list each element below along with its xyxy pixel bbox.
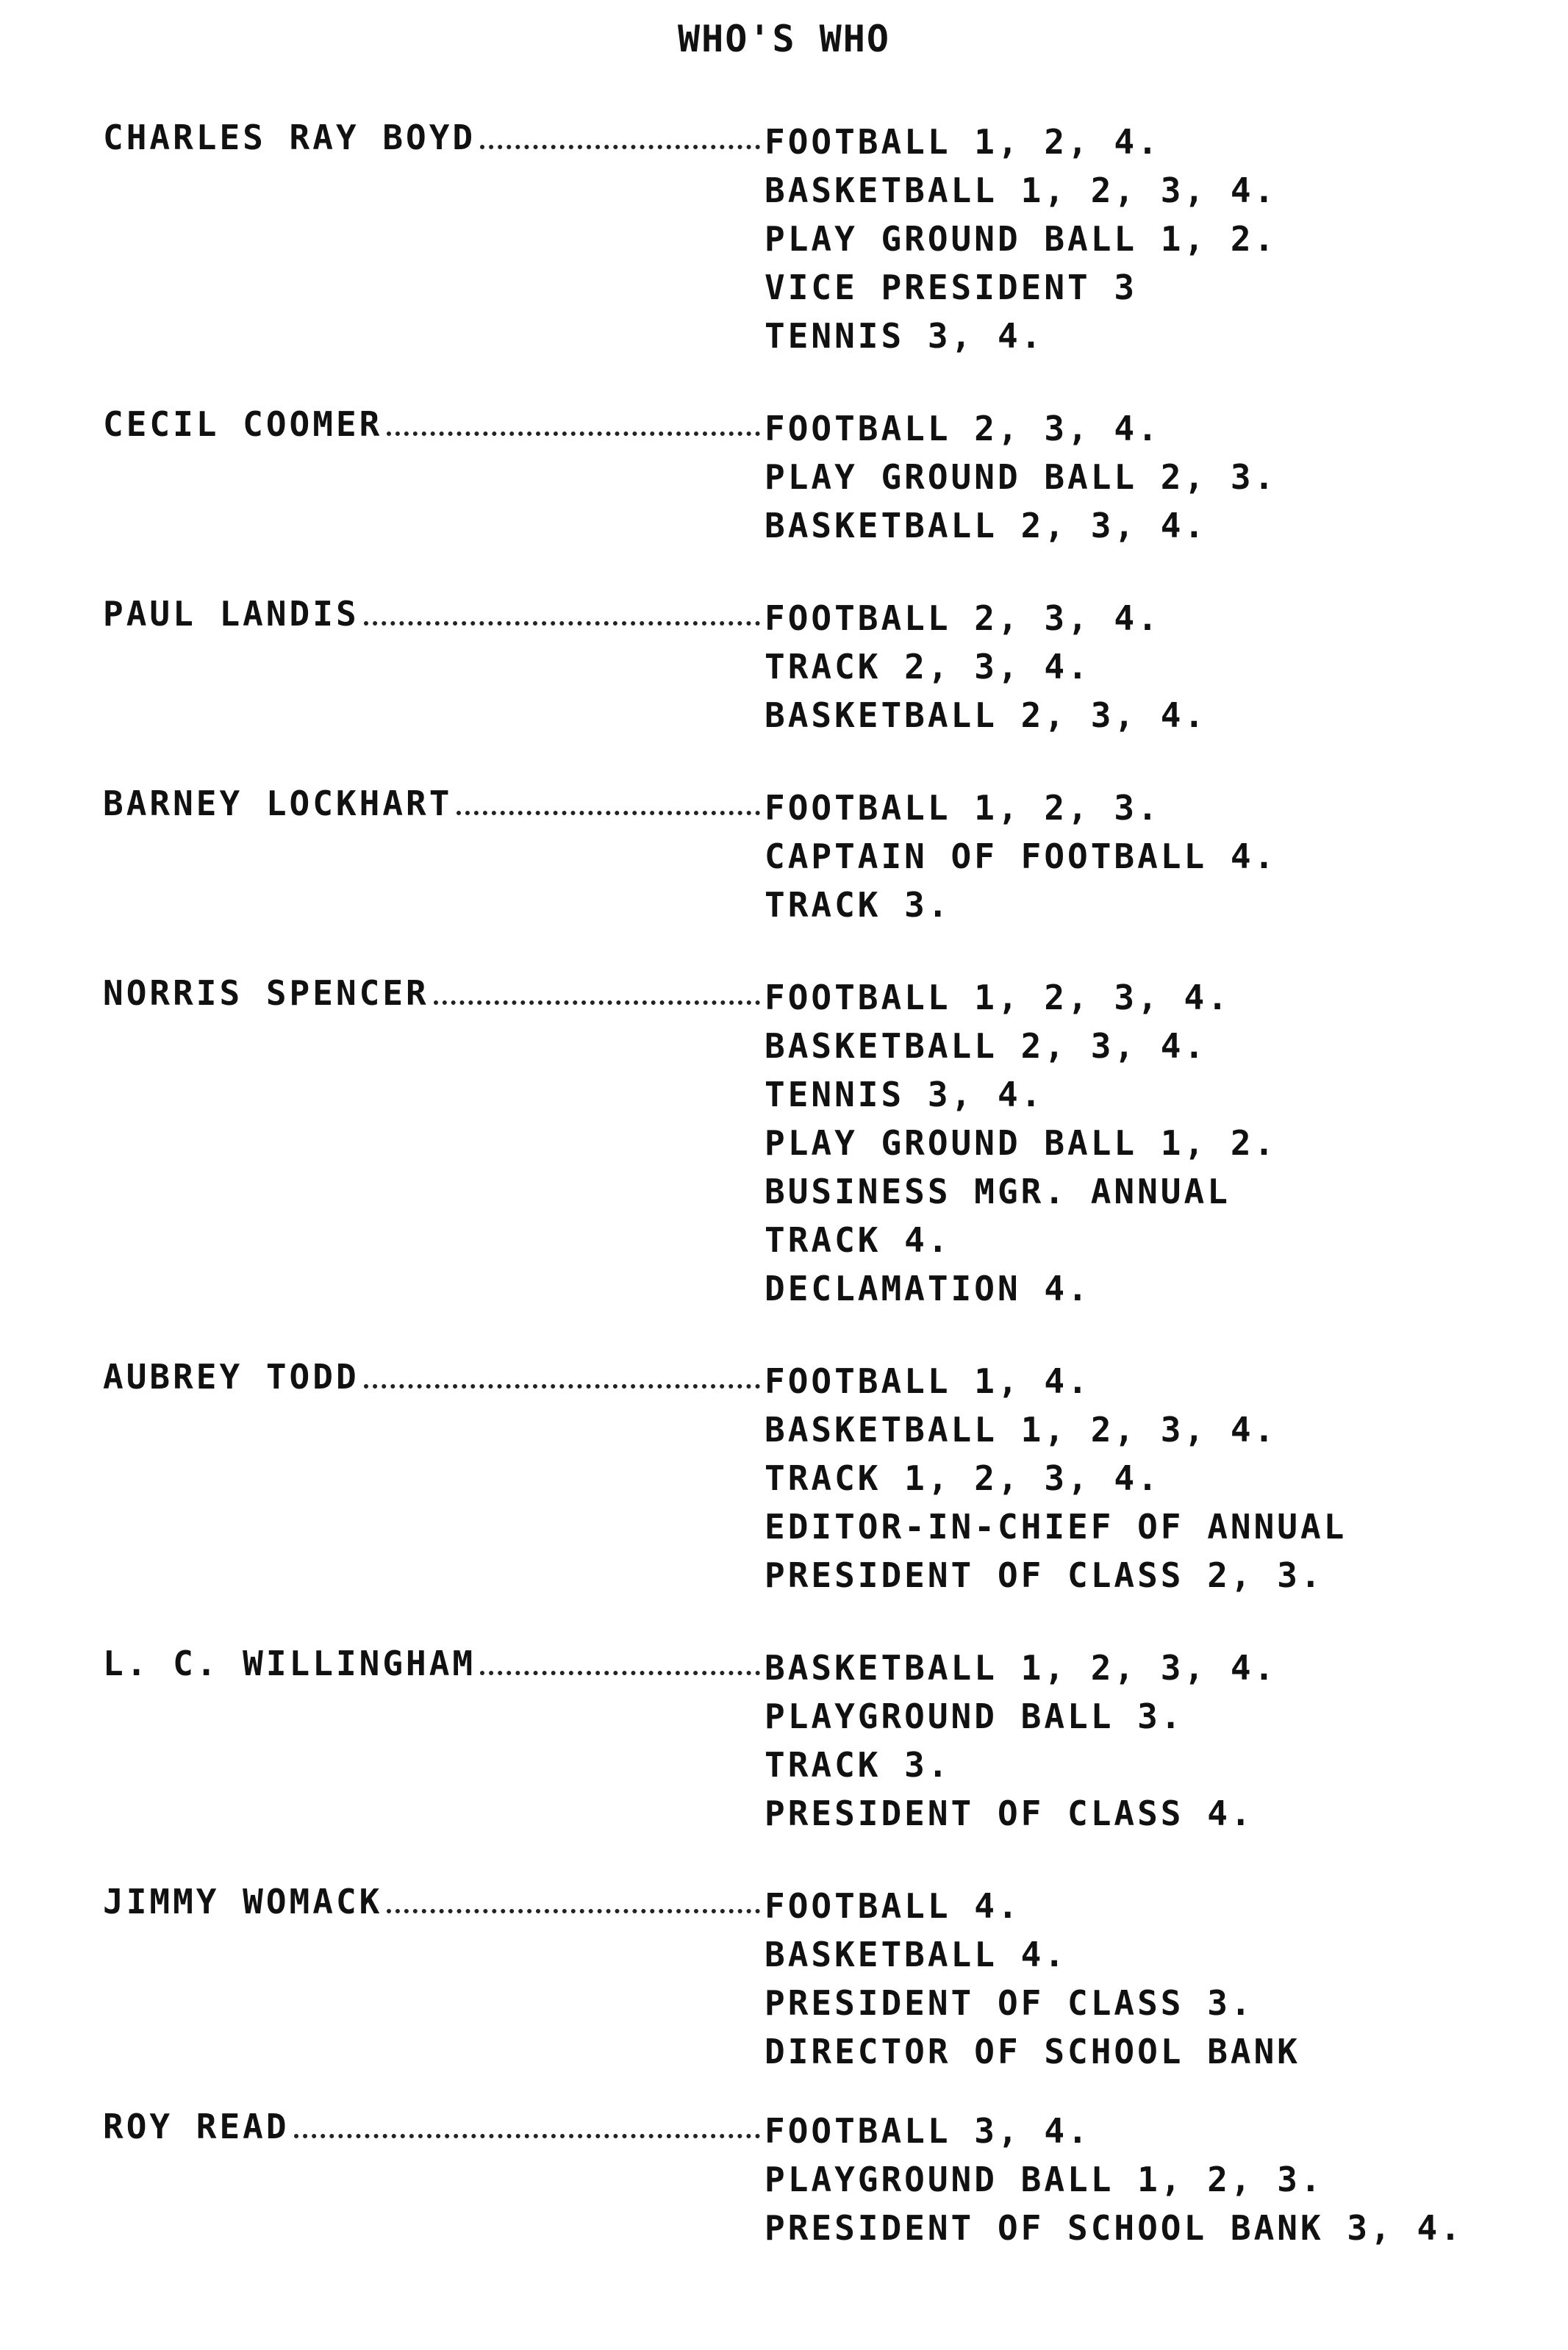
activity-item: PRESIDENT OF CLASS 3. [765, 1983, 1254, 2023]
name-column [103, 1357, 765, 1397]
person-name: L. C. WILLINGHAM [103, 1644, 476, 1683]
entry [103, 973, 1544, 1313]
activity-list [765, 973, 1544, 1313]
dot-leader [480, 1671, 760, 1675]
activity-list [765, 1357, 1544, 1599]
name-column [103, 2107, 765, 2146]
dot-leader [364, 1384, 760, 1389]
entry [103, 1644, 1544, 1838]
activity-item: BASKETBALL 2, 3, 4. [765, 506, 1208, 545]
entry [103, 2107, 1544, 2252]
activity-item: EDITOR-IN-CHIEF OF ANNUAL [765, 1507, 1347, 1547]
page-title: WHO'S WHO [678, 18, 890, 60]
activity-item: BASKETBALL 1, 2, 3, 4. [765, 1648, 1278, 1688]
name-column [103, 973, 765, 1013]
activity-item: BASKETBALL 2, 3, 4. [765, 695, 1208, 735]
activity-item: PLAYGROUND BALL 3. [765, 1697, 1184, 1736]
activity-item: PRESIDENT OF SCHOOL BANK 3, 4. [765, 2208, 1464, 2248]
activity-item: FOOTBALL 4. [765, 1886, 1021, 1926]
activity-item: PRESIDENT OF CLASS 2, 3. [765, 1555, 1324, 1595]
activity-item: CAPTAIN OF FOOTBALL 4. [765, 837, 1278, 876]
entry [103, 594, 1544, 739]
name-column [103, 784, 765, 823]
activity-item: TRACK 4. [765, 1220, 951, 1260]
dot-leader [387, 431, 760, 436]
activity-item: TRACK 3. [765, 1745, 951, 1785]
activity-item: VICE PRESIDENT 3 [765, 268, 1138, 307]
activity-item: BASKETBALL 2, 3, 4. [765, 1026, 1208, 1066]
entry [103, 1882, 1544, 2076]
activity-item: TRACK 2, 3, 4. [765, 647, 1091, 687]
activity-item: TRACK 1, 2, 3, 4. [765, 1458, 1161, 1498]
dot-leader [294, 2134, 760, 2138]
activity-list [765, 784, 1544, 929]
activity-list [765, 118, 1544, 360]
activity-item: FOOTBALL 1, 2, 3. [765, 788, 1161, 828]
person-name: CHARLES RAY BOYD [103, 118, 476, 157]
activity-item: DECLAMATION 4. [765, 1269, 1091, 1308]
activity-item: FOOTBALL 2, 3, 4. [765, 409, 1161, 448]
activity-list [765, 2107, 1544, 2252]
dot-leader [387, 1909, 760, 1913]
name-column [103, 118, 765, 157]
activity-item: PLAY GROUND BALL 1, 2. [765, 219, 1278, 259]
person-name: BARNEY LOCKHART [103, 784, 453, 823]
person-name: PAUL LANDIS [103, 594, 359, 634]
activity-item: TENNIS 3, 4. [765, 316, 1045, 356]
activity-list [765, 1882, 1544, 2076]
person-name: NORRIS SPENCER [103, 973, 429, 1013]
activity-list [765, 404, 1544, 550]
person-name: CECIL COOMER [103, 404, 383, 444]
activity-item: PRESIDENT OF CLASS 4. [765, 1794, 1254, 1833]
activity-item: FOOTBALL 2, 3, 4. [765, 598, 1161, 638]
activity-list [765, 594, 1544, 739]
activity-item: FOOTBALL 1, 4. [765, 1361, 1091, 1401]
person-name: JIMMY WOMACK [103, 1882, 383, 1921]
dot-leader [457, 811, 760, 815]
entry [103, 118, 1544, 360]
activity-item: TRACK 3. [765, 885, 951, 925]
activity-item: TENNIS 3, 4. [765, 1075, 1045, 1114]
dot-leader [434, 1000, 760, 1005]
entry [103, 784, 1544, 929]
activity-item: FOOTBALL 1, 2, 3, 4. [765, 978, 1231, 1017]
activity-item: FOOTBALL 1, 2, 4. [765, 122, 1161, 162]
activity-item: BASKETBALL 4. [765, 1935, 1068, 1974]
activity-list [765, 1644, 1544, 1838]
name-column [103, 1882, 765, 1921]
activity-item: FOOTBALL 3, 4. [765, 2111, 1091, 2151]
name-column [103, 1644, 765, 1683]
activity-item: BASKETBALL 1, 2, 3, 4. [765, 171, 1278, 210]
activity-item: PLAYGROUND BALL 1, 2, 3. [765, 2160, 1324, 2199]
activity-item: BASKETBALL 1, 2, 3, 4. [765, 1410, 1278, 1450]
entry [103, 1357, 1544, 1599]
activity-item: PLAY GROUND BALL 1, 2. [765, 1123, 1278, 1163]
person-name: AUBREY TODD [103, 1357, 359, 1397]
activity-item: BUSINESS MGR. ANNUAL [765, 1172, 1231, 1211]
name-column [103, 404, 765, 444]
entries-list [103, 118, 1544, 2296]
person-name: ROY READ [103, 2107, 290, 2146]
activity-item: DIRECTOR OF SCHOOL BANK [765, 2032, 1300, 2071]
entry [103, 404, 1544, 550]
activity-item: PLAY GROUND BALL 2, 3. [765, 457, 1278, 497]
dot-leader [364, 621, 760, 626]
name-column [103, 594, 765, 634]
dot-leader [480, 145, 760, 149]
